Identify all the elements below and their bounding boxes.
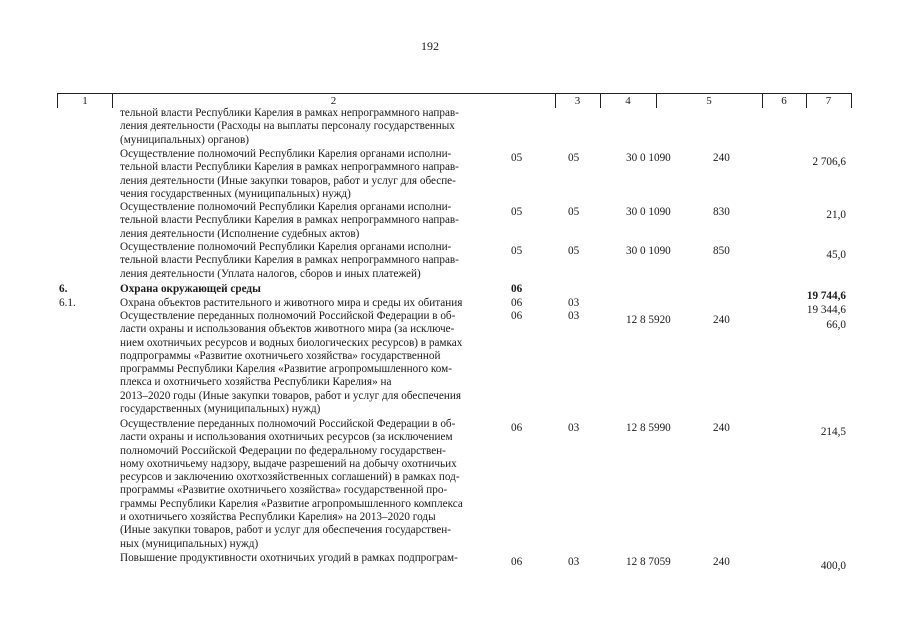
row-section: 06 (511, 556, 523, 568)
row-amount: 214,5 (820, 426, 846, 438)
row-subsection: 05 (568, 152, 580, 164)
row-amount: 400,0 (820, 560, 846, 572)
header-col-5: 5 (706, 95, 712, 107)
row-description: Осуществление полномочий Республики Карелия органами исполни- тельной власти Республики Карелия в рамках непрограммного направ- ления деятельности (Исполнение судебных актов) (120, 201, 459, 240)
row-subsection: 03 (568, 422, 580, 434)
row-target-article: 30 0 1090 (626, 206, 671, 218)
row-description: Охрана объектов растительного и животного мира и среды их обитания (120, 297, 463, 309)
header-col-3: 3 (574, 95, 581, 107)
row-section: 05 (511, 152, 523, 164)
row-description: Осуществление полномочий Республики Карелия органами исполни- тельной власти Республики Карелия в рамках непрограммного направ- ления деятельности (Уплата налогов, сборов и иных платежей) (120, 241, 459, 280)
row-description: Осуществление переданных полномочий Российской Федерации в об- ласти охраны и использования охотничьих ресурсов (за исключением полномочий Российской Федерации по федеральному государствен- ному охотничьему надзору, выдаче разрешений на добычу охотничьих ресурсов и заключению охотхозяйственных соглашений) в рамках под- программы «Развитие охотничьего хозяйства» государственной про- граммы Республики Карелия «Развитие агропромышленного комплекса и охотничьего хозяйства Республики Карелия» на 2013–2020 годы (Иные закупки товаров, работ и услуг для обеспечения государствен- ных (муниципальных) нужд) (120, 418, 463, 550)
row-description: Повышение продуктивности охотничьих угодий в рамках подпрограм- (120, 552, 458, 564)
row-section: 05 (511, 206, 523, 218)
page-number: 192 (421, 39, 439, 53)
row-amount: 2 706,6 (812, 156, 846, 168)
row-section: 06 (511, 310, 523, 322)
header-col-4: 4 (625, 95, 631, 107)
row-expense-type: 240 (713, 556, 730, 568)
row-expense-type: 240 (713, 152, 730, 164)
row-subsection: 05 (568, 245, 580, 257)
row-target-article: 30 0 1090 (626, 245, 671, 257)
header-col-2: 2 (330, 95, 337, 107)
row-subsection: 05 (568, 206, 580, 218)
row-number: 6. (59, 283, 68, 295)
row-expense-type: 240 (713, 422, 730, 434)
row-amount: 19 344,6 (806, 304, 846, 316)
row-target-article: 12 8 7059 (626, 556, 671, 568)
row-amount: 19 744,6 (806, 290, 846, 302)
row-subsection: 03 (568, 556, 580, 568)
row-section: 06 (511, 283, 523, 295)
row-number: 6.1. (59, 297, 76, 309)
row-amount: 21,0 (826, 209, 846, 221)
row-section: 06 (511, 297, 523, 309)
row-description: Осуществление переданных полномочий Российской Федерации в об- ласти охраны и использования объектов животного мира (за исключе- нием охотничьих ресурсов и водных биологических ресурсов) в рамках подпрограммы «Развитие охотничьего хозяйства» государственной программы Республики Карелия «Развитие агропромышленного ком- плекса и охотничьего хозяйства Республики Карелия» на 2013–2020 годы (Иные закупки товаров, работ и услуг для обеспечения государственных (муниципальных) нужд) (120, 310, 463, 416)
row-section: 05 (511, 245, 523, 257)
header-col-6: 6 (781, 95, 787, 107)
row-subsection: 03 (568, 310, 580, 322)
row-expense-type: 240 (713, 314, 730, 326)
row-description: Осуществление полномочий Республики Карелия органами исполни- тельной власти Республики Карелия в рамках непрограммного направ- ления деятельности (Иные закупки товаров, работ и услуг для обеспе- чения государственных (муниципальных) нужд) (120, 148, 459, 200)
row-expense-type: 850 (713, 245, 730, 257)
row-description: Охрана окружающей среды (120, 283, 261, 295)
row-subsection: 03 (568, 297, 580, 309)
row-amount: 66,0 (826, 319, 846, 331)
header-col-7: 7 (825, 95, 832, 107)
row-target-article: 30 0 1090 (626, 152, 671, 164)
row-section: 06 (511, 422, 523, 434)
header-col-1: 1 (82, 95, 88, 107)
row-description: тельной власти Республики Карелия в рамках непрограммного направ- ления деятельности (Расходы на выплаты персоналу государственных (муниципальных) органов) (120, 107, 459, 146)
row-amount: 45,0 (826, 249, 846, 261)
row-target-article: 12 8 5990 (626, 422, 671, 434)
row-target-article: 12 8 5920 (626, 314, 671, 326)
table-header (57, 93, 852, 108)
row-expense-type: 830 (713, 206, 730, 218)
